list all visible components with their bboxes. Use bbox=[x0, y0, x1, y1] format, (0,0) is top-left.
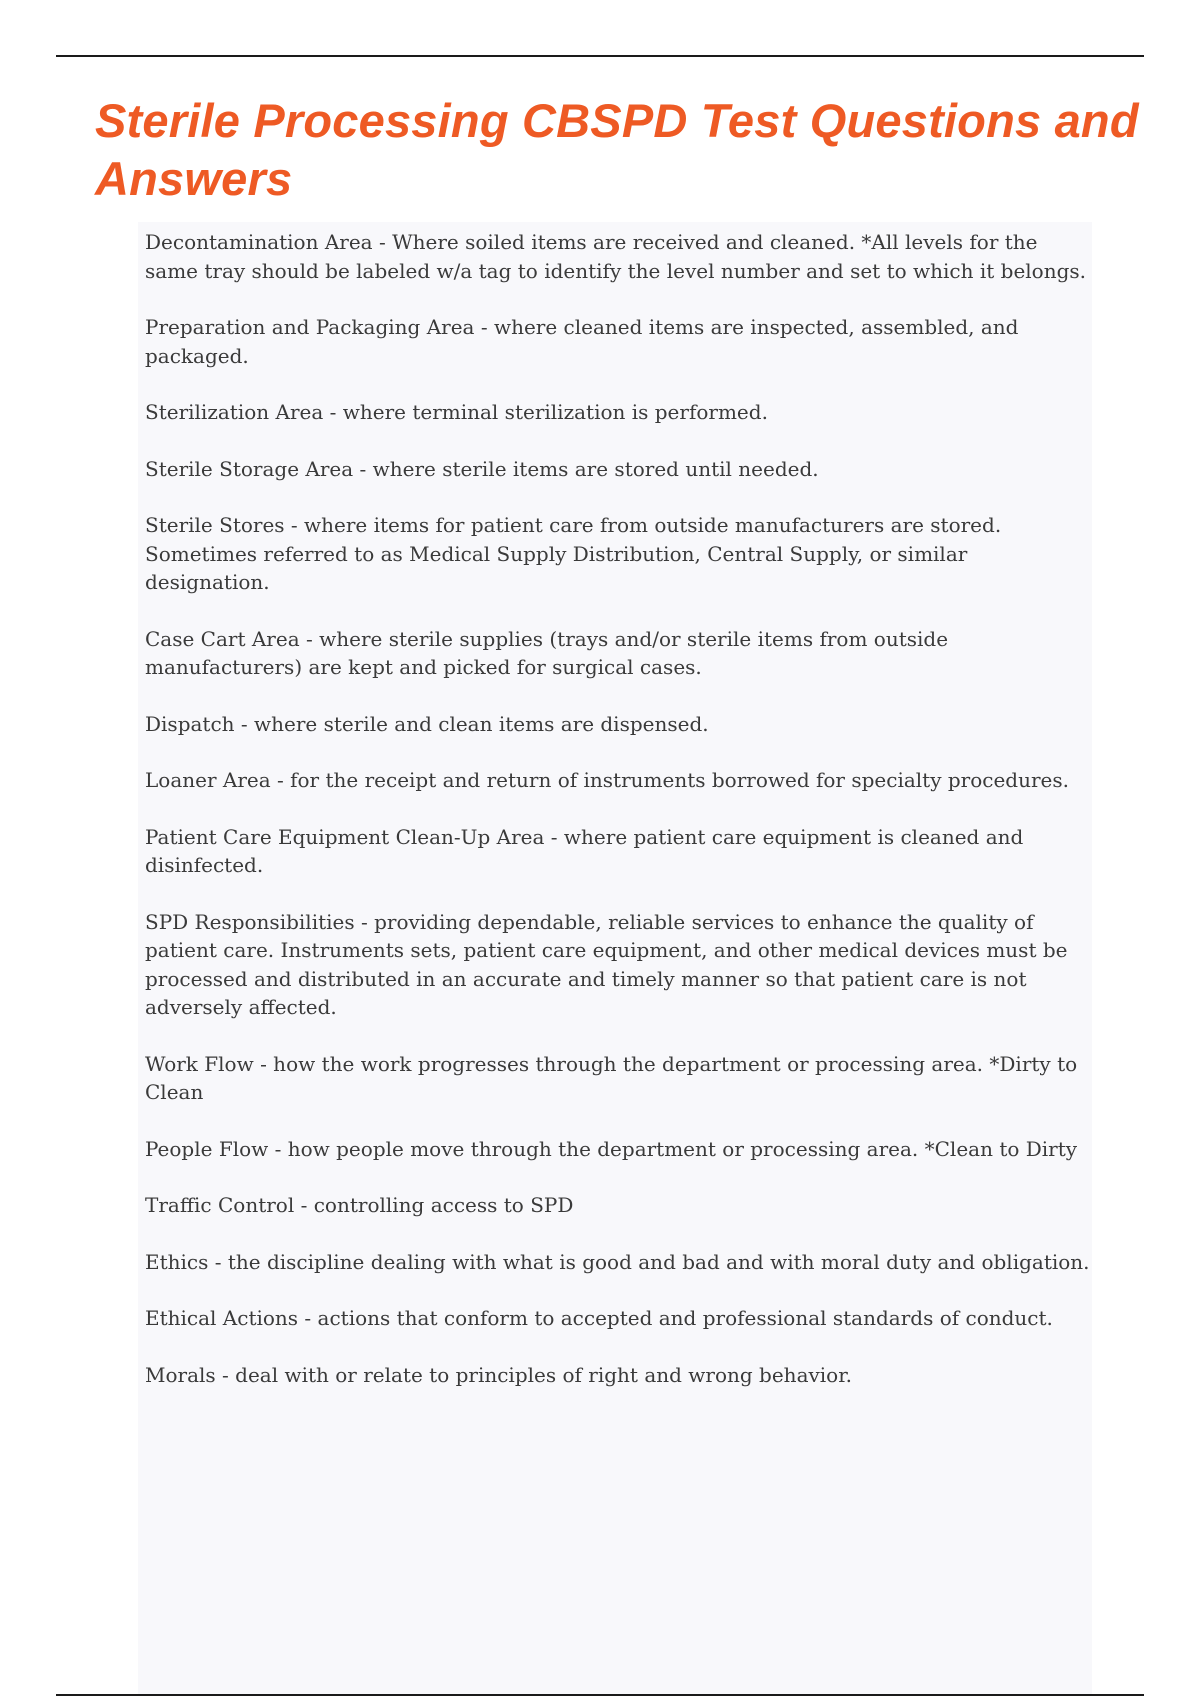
qa-entry-dispatch: Dispatch - where sterile and clean items are dispensed. bbox=[145, 711, 709, 736]
qa-entry-patient-care-equipment: Patient Care Equipment Clean-Up Area - where patient care equipment is cleaned and disinfected. bbox=[145, 824, 1024, 877]
qa-entry-preparation-packaging-area: Preparation and Packaging Area - where cleaned items are inspected, assembled, and packaged. bbox=[145, 315, 1019, 368]
qa-entry-decontamination-area: Decontamination Area - Where soiled items are received and cleaned. *All levels for the same tray should be labeled w/a tag to identify the level number and set to which it belongs. bbox=[145, 230, 1087, 283]
qa-entry-morals: Morals - deal with or relate to principles of right and wrong behavior. bbox=[145, 1362, 852, 1387]
qa-entry-sterilization-area: Sterilization Area - where terminal sterilization is performed. bbox=[145, 400, 768, 424]
qa-entry-sterile-storage-area: Sterile Storage Area - where sterile items are stored until needed. bbox=[145, 456, 819, 481]
document-title: Sterile Processing CBSPD Test Questions and Answers bbox=[95, 94, 1139, 205]
qa-entry-ethics: Ethics - the discipline dealing with what is good and bad and with moral duty and obligation. bbox=[145, 1249, 1090, 1274]
qa-entry-loaner-area: Loaner Area - for the receipt and return of instruments borrowed for specialty procedures. bbox=[145, 768, 1069, 792]
qa-entry-case-cart-area: Case Cart Area - where sterile supplies (trays and/or sterile items from outside manufacturers) are kept and picked for surgical cases. bbox=[145, 626, 949, 679]
qa-entry-people-flow: People Flow - how people move through the department or processing area. *Clean to Dirty bbox=[145, 1136, 1078, 1161]
qa-entry-list bbox=[145, 228, 1095, 1417]
header-rule bbox=[56, 55, 1144, 57]
qa-entry-ethical-actions: Ethical Actions - actions that conform to accepted and professional standards of conduct. bbox=[145, 1306, 1053, 1330]
qa-entry-sterile-stores: Sterile Stores - where items for patient care from outside manufacturers are stored. Sometimes referred to as Medical Supply Distribution, Central Supply, or similar designation. bbox=[145, 513, 1002, 594]
qa-entry-traffic-control: Traffic Control - controlling access to SPD bbox=[145, 1193, 574, 1217]
qa-entry-work-flow: Work Flow - how the work progresses through the department or processing area. *Dirty to Clean bbox=[145, 1051, 1078, 1104]
qa-entry-spd-responsibilities: SPD Responsibilities - providing dependable, reliable services to enhance the quality of patient care. Instruments sets, patient care equipment, and other medical devices must be processed and distributed in an accurate and timely manner so that patient care is not adversely affected. bbox=[145, 909, 1068, 1019]
footer-rule bbox=[56, 1694, 1144, 1696]
